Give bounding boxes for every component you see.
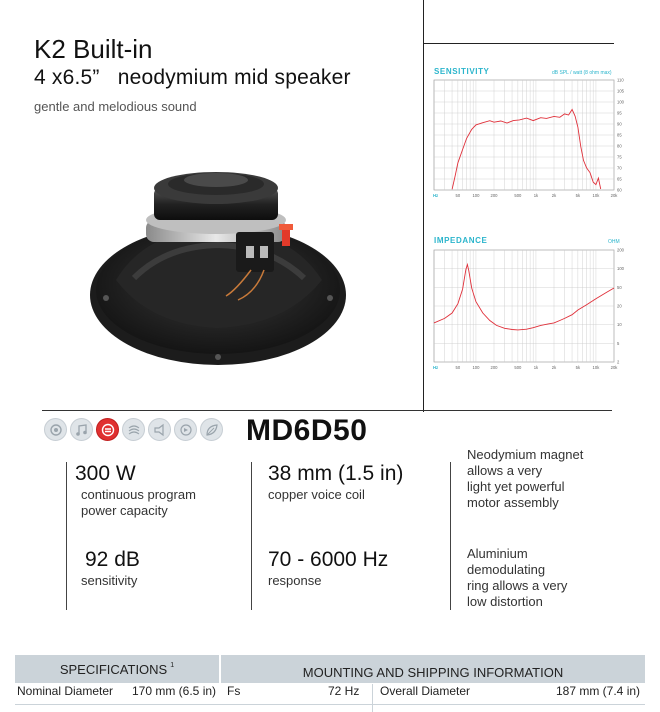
x-tick-label: 1k [533,365,539,370]
y-tick-label: 75 [617,154,622,160]
y-tick-label: 65 [617,176,622,182]
driver-icon [96,418,119,441]
power-label-2: power capacity [81,503,168,518]
y-tick-label: 50 [617,284,622,290]
x-tick-label: 10k [592,365,600,370]
table-row-divider [15,704,645,705]
model-number: MD6D50 [246,414,368,447]
power-value: 300 W [75,462,136,485]
response-label: response [268,573,322,588]
speaker-product-image [86,150,351,378]
x-tick-label: 20k [610,365,618,370]
table-cell-divider [372,684,373,712]
magnet-line-1: Neodymium magnet [467,447,584,462]
magnet-line-4: motor assembly [467,495,559,510]
y-tick-label: 90 [617,121,622,127]
magnet-feature [467,447,583,511]
y-tick-label: 200 [617,247,624,253]
y-tick-label: 20 [617,303,622,309]
x-tick-label: 5k [575,193,581,198]
hz-axis-label: Hz [433,365,439,370]
y-tick-label: 100 [617,266,624,272]
y-tick-label: 10 [617,322,622,328]
sound-icon [174,418,197,441]
y-tick-label: 100 [617,99,624,105]
y-tick-label: 95 [617,110,622,116]
horn-icon [148,418,171,441]
power-spec [75,462,196,519]
x-tick-label: 50 [455,193,461,198]
y-tick-label: 60 [617,187,622,193]
x-tick-label: 2k [551,193,557,198]
y-tick-label: 110 [617,77,624,83]
spec-divider [66,462,67,610]
sensitivity-spec [81,548,140,589]
top-divider [423,43,614,44]
column-divider [423,0,424,412]
x-tick-label: 10k [592,193,600,198]
alu-line-1: Aluminium [467,546,528,561]
specifications-footnote-marker: 1 [170,661,175,669]
y-tick-label: 80 [617,143,622,149]
cell-fs-value: 72 Hz [328,684,360,698]
music-note-icon [70,418,93,441]
hz-axis-label: Hz [433,193,439,198]
speaker-icon [44,418,67,441]
y-tick-label: 5 [617,340,620,346]
coil-label: copper voice coil [268,487,365,502]
x-tick-label: 2k [551,365,557,370]
x-tick-label: 1k [533,193,539,198]
impedance-graph-title: IMPEDANCE [434,236,488,245]
leaf-icon [200,418,223,441]
x-tick-label: 200 [490,193,498,198]
y-tick-label: 70 [617,165,622,171]
coil-spec [268,462,403,503]
x-tick-label: 200 [490,365,498,370]
y-tick-label: 2 [617,359,620,365]
product-subtitle: 4 x6.5” neodymium mid speaker [34,66,351,89]
x-tick-label: 100 [472,193,480,198]
alu-line-3: ring allows a very [467,578,568,593]
x-tick-label: 100 [472,365,480,370]
waves-icon [122,418,145,441]
section-divider [42,410,612,411]
response-value: 70 - 6000 Hz [268,548,389,571]
x-tick-label: 50 [455,365,461,370]
impedance-graph [430,246,630,376]
sensitivity-label: sensitivity [81,573,138,588]
alu-line-4: low distortion [467,594,543,609]
x-tick-label: 500 [514,193,522,198]
magnet-line-3: light yet powerful [467,479,565,494]
sensitivity-graph-title: SENSITIVITY [434,67,490,76]
impedance-unit-label: OHM [608,239,620,245]
spec-divider [251,462,252,610]
x-tick-label: 5k [575,365,581,370]
cell-nominal-diameter-value: 170 mm (6.5 in) [132,684,217,698]
sensitivity-graph [430,76,630,204]
cell-overall-diameter-value: 187 mm (7.4 in) [556,684,641,698]
product-title: K2 Built-in [34,34,153,64]
specifications-header-label: SPECIFICATIONS [59,661,168,677]
cell-nominal-diameter-label: Nominal Diameter [17,684,114,698]
specifications-header [15,655,219,683]
spec-divider [450,462,451,610]
power-label-1: continuous program [81,487,196,502]
x-tick-label: 500 [514,365,522,370]
feature-icons [44,418,223,441]
sensitivity-unit-label: dB SPL / watt (8 ohm max) [552,70,612,76]
mounting-header: MOUNTING AND SHIPPING INFORMATION [302,664,564,680]
cell-fs-label: Fs [227,684,241,698]
y-tick-label: 105 [617,88,624,94]
product-tagline: gentle and melodious sound [34,99,197,114]
magnet-line-2: allows a very [467,463,543,478]
x-tick-label: 20k [610,193,618,198]
sensitivity-value: 92 dB [85,548,140,571]
coil-value: 38 mm (1.5 in) [268,462,404,485]
alu-line-2: demodulating [467,562,546,577]
aluminium-feature [467,546,567,610]
y-tick-label: 85 [617,132,622,138]
response-spec [268,548,388,589]
cell-overall-diameter-label: Overall Diameter [380,684,471,698]
